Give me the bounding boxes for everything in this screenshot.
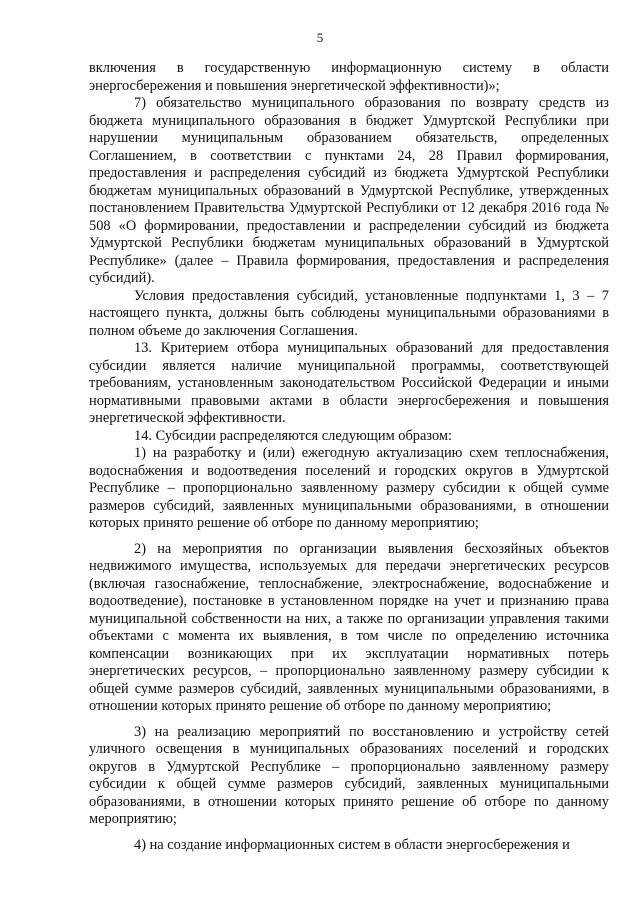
paragraph-item-1: 1) на разработку и (или) ежегодную актуализацию схем теплоснабжения, водоснабжения и водоотведения поселений и городских округов в Удмуртской Республике – пропорционально заявленному размеру субсидии к общей сумме размеров субсидий, заявленных муниципальными образованиями, в отношении которых принято решение об отборе по данному мероприятию; (89, 445, 609, 531)
paragraph-item-2: 2) на мероприятия по организации выявления бесхозяйных объектов недвижимого имущества, используемых для передачи энергетических ресурсов (включая газоснабжение, теплоснабжение, электроснабжение, водоснабжение и водоотведение), постановке в установленном порядке на учет и признанию права муниципальной собственности на них, а также по организации управления такими объектами с момента их выявления, в том числе по определению источника компенсации возникающих при их эксплуатации нормативных потерь энергетических ресурсов, – пропорционально заявленному размеру субсидии к общей сумме размеров субсидий, заявленных муниципальными образованиями, в отношении которых принято решение об отборе по данному мероприятию; (89, 540, 609, 714)
paragraph-item-4: 4) на создание информационных систем в области энергосбережения и (134, 836, 570, 853)
paragraph-item-3: 3) на реализацию мероприятий по восстановлению и устройству сетей уличного освещения в муниципальных образованиях поселений и городских округов в Удмуртской Республике – пропорционально заявленному размеру субсидии к общей сумме размеров субсидий, заявленных муниципальными образованиями, в отношении которых принято решение об отборе по данному мероприятию; (89, 723, 609, 827)
paragraph-conditions: Условия предоставления субсидий, установленные подпунктами 1, 3 – 7 настоящего пункта, должны быть соблюдены муниципальными образованиями в полном объеме до заключения Соглашения. (89, 287, 609, 339)
paragraph-continuation: включения в государственную информационную систему в области энергосбережения и повышения энергетической эффективности)»; (89, 60, 609, 94)
paragraph-item-7-obligation: 7) обязательство муниципального образования по возврату средств из бюджета муниципального образования в бюджет Удмуртской Республики при нарушении муниципальным образованием обязательств, определенных Соглашением, в соответствии с пунктами 24, 28 Правил формирования, предоставления и распределения субсидий из бюджета Удмуртской Республики бюджетам муниципальных образований в Удмуртской Республике, утвержденных постановлением Правительства Удмуртской Республики от 12 декабря 2016 года № 508 «О формировании, предоставлении и распределении субсидий из бюджета Удмуртской Республики бюджетам муниципальных образований в Удмуртской Республике» (далее – Правила формирования, предоставления и распределения субсидий). (89, 95, 609, 286)
paragraph-section-14: 14. Субсидии распределяются следующим образом: (134, 427, 453, 444)
paragraph-section-13: 13. Критерием отбора муниципальных образований для предоставления субсидии является наличие муниципальной программы, соответствующей требованиям, установленным законодательством Российской Федерации и иными нормативными правовыми актами в области энергосбережения и повышения энергетической эффективности. (89, 340, 609, 426)
page-number: 5 (316, 30, 324, 45)
document-body (89, 60, 609, 854)
